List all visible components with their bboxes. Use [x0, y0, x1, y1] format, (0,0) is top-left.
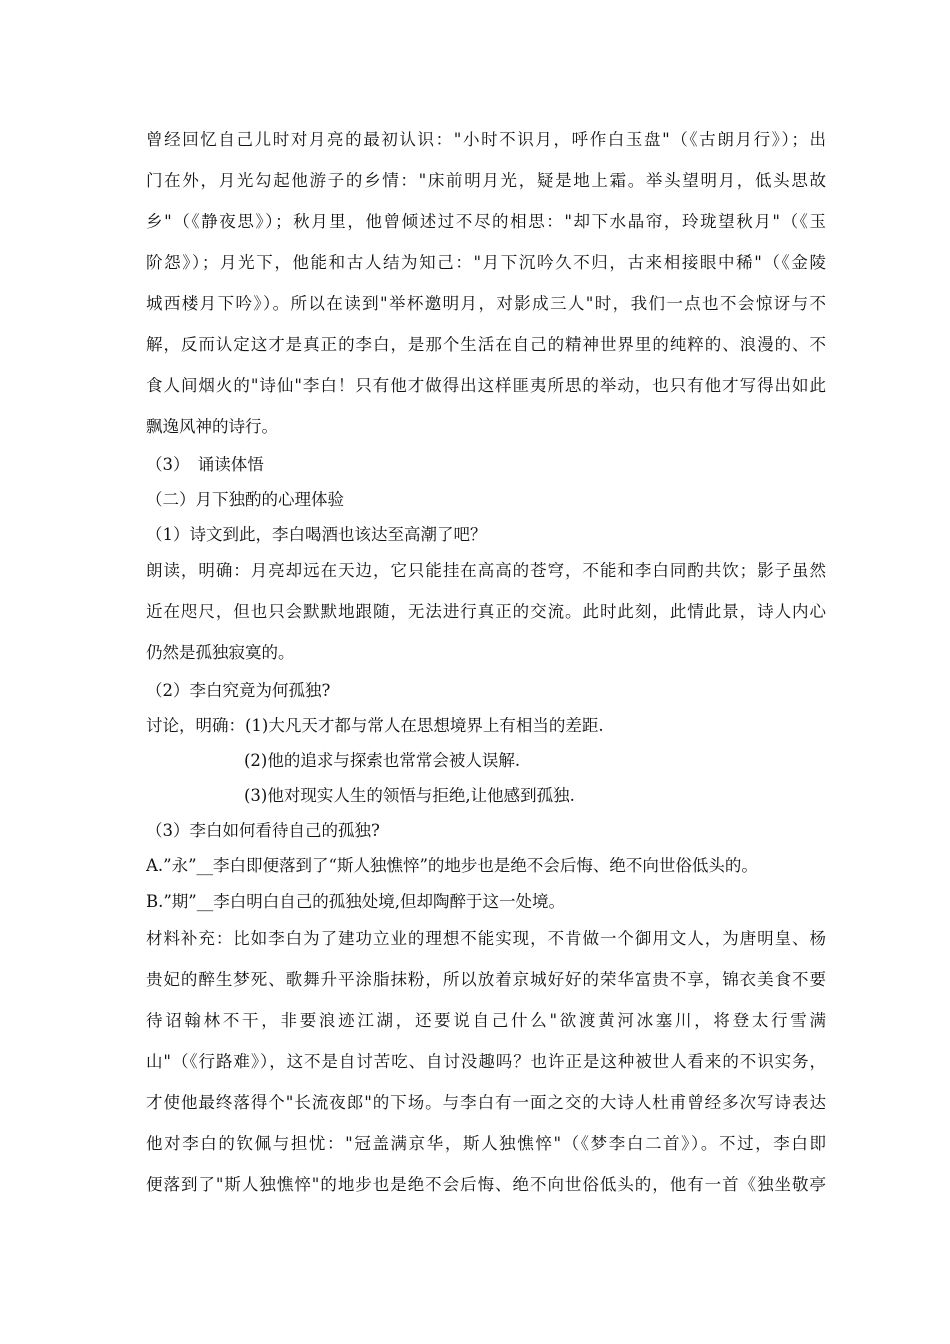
question-1: （1）诗文到此，李白喝酒也该达至高潮了吧？ [146, 525, 487, 544]
material-line: 便落到了"斯人独憔悴"的地步也是绝不会后悔、绝不向世俗低头的，他有一首《独坐敬亭 [146, 1175, 826, 1194]
material-line: 他对李白的钦佩与担忧："冠盖满京华，斯人独憔悴"（《梦李白二首》）。不过，李白即 [146, 1134, 826, 1153]
material-line: 贵妃的醉生梦死、歌舞升平涂脂抹粉，所以放着京城好好的荣华富贵不享，锦衣美食不要 [146, 970, 826, 989]
paragraph-line: 门在外，月光勾起他游子的乡情："床前明月光，疑是地上霜。举头望明月，低头思故 [146, 171, 826, 190]
option-a: A.”永”__李白即便落到了“斯人独憔悴”的地步也是绝不会后悔、绝不向世俗低头的。 [146, 856, 758, 875]
material-line: 材料补充：比如李白为了建功立业的理想不能实现，不肯做一个御用文人，为唐明皇、杨 [146, 929, 826, 948]
option-b: B.”期”__李白明白自己的孤独处境,但却陶醉于这一处境。 [146, 892, 565, 911]
material-line: 待诏翰林不干，非要浪迹江湖，还要说自己什么"欲渡黄河冰塞川，将登太行雪满 [146, 1011, 826, 1030]
answer-line: 朗读，明确：月亮却远在天边，它只能挂在高高的苍穹，不能和李白同酌共饮；影子虽然 [146, 561, 826, 580]
discussion-point: (2)他的追求与探索也常常会被人误解. [244, 751, 521, 770]
material-line: 山"（《行路难》），这不是自讨苦吃、自讨没趣吗？也许正是这种被世人看来的不识实务， [146, 1052, 826, 1071]
paragraph-line: 食人间烟火的"诗仙"李白！只有他才做得出这样匪夷所思的举动，也只有他才写得出如此 [146, 376, 826, 395]
paragraph-line: 曾经回忆自己儿时对月亮的最初认识："小时不识月，呼作白玉盘"（《古朗月行》）；出 [146, 130, 826, 149]
paragraph-line: 飘逸风神的诗行。 [146, 417, 278, 436]
subheading: （3） 诵读体悟 [146, 455, 264, 474]
paragraph-line: 城西楼月下吟》）。所以在读到"举杯邀明月，对影成三人"时，我们一点也不会惊讶与不 [146, 294, 826, 313]
question-2: （2）李白究竟为何孤独? [146, 681, 331, 700]
question-3: （3）李白如何看待自己的孤独? [146, 821, 380, 840]
paragraph-line: 阶怨》）；月光下，他能和古人结为知己："月下沉吟久不归，古来相接眼中稀"（《金陵 [146, 253, 826, 272]
answer-line: 仍然是孤独寂寞的。 [146, 643, 295, 662]
section-heading: （二）月下独酌的心理体验 [146, 490, 344, 509]
discussion-lead: 讨论，明确：(1)大凡天才都与常人在思想境界上有相当的差距. [146, 716, 604, 735]
discussion-point: (3)他对现实人生的领悟与拒绝,让他感到孤独. [244, 786, 575, 805]
answer-line: 近在咫尺，但也只会默默地跟随，无法进行真正的交流。此时此刻，此情此景，诗人内心 [146, 602, 826, 621]
material-line: 才使他最终落得个"长流夜郎"的下场。与李白有一面之交的大诗人杜甫曾经多次写诗表达 [146, 1093, 826, 1112]
paragraph-line: 乡"（《静夜思》）；秋月里，他曾倾述过不尽的相思："却下水晶帘，玲珑望秋月"（《玉 [146, 212, 826, 231]
paragraph-line: 解，反而认定这才是真正的李白，是那个生活在自己的精神世界里的纯粹的、浪漫的、不 [146, 335, 826, 354]
